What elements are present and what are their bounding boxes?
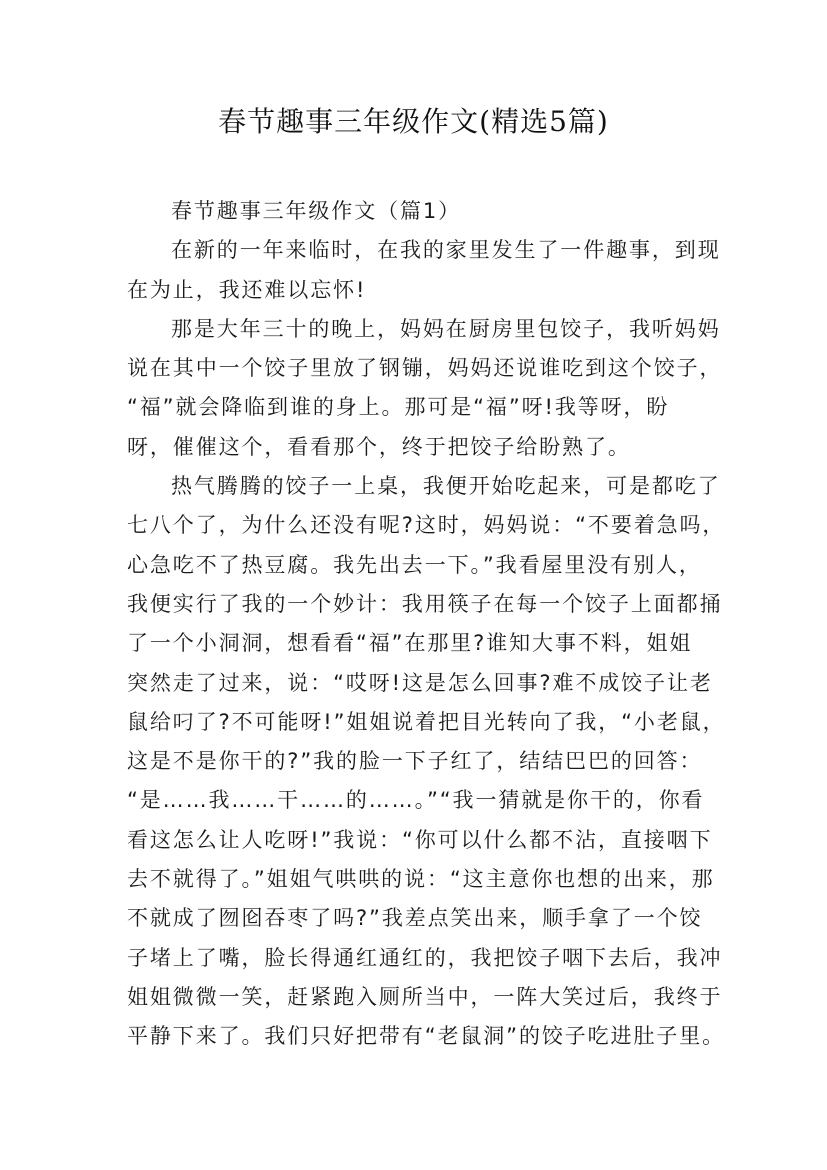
paragraph-line: 心急吃不了热豆腐。我先出去一下。”我看屋里没有别人，: [127, 552, 702, 577]
paragraph-line: 我便实行了我的一个妙计：我用筷子在每一个饺子上面都捅: [127, 591, 723, 616]
paragraph-line: 了一个小洞洞，想看看“福”在那里?谁知大事不料，姐姐: [127, 631, 693, 656]
paragraph-line: “福”就会降临到谁的身上。那可是“福”呀!我等呀，盼: [127, 395, 670, 420]
paragraph-line: “是……我……干……的……。”“我一猜就是你干的，你看: [127, 788, 705, 813]
document-body: [127, 192, 726, 1057]
paragraph-line: 平静下来了。我们只好把带有“老鼠洞”的饺子吃进肚子里。: [127, 1024, 726, 1049]
paragraph-line: 不就成了囫囵吞枣了吗?”我差点笑出来，顺手拿了一个饺: [127, 906, 703, 931]
paragraph-line: 说在其中一个饺子里放了钢镚，妈妈还说谁吃到这个饺子，: [127, 356, 723, 381]
section-heading: 春节趣事三年级作文（篇1）: [171, 199, 462, 223]
paragraph-line: 子堵上了嘴，脸长得通红通红的，我把饺子咽下去后，我冲: [127, 945, 723, 970]
paragraph-line: 看这怎么让人吃呀!”我说：“你可以什么都不沾，直接咽下: [127, 827, 713, 852]
paragraph-line: 呀，催催这个，看看那个，终于把饺子给盼熟了。: [127, 434, 631, 459]
paragraph-line: 突然走了过来，说：“哎呀!这是怎么回事?难不成饺子让老: [127, 670, 713, 695]
paragraph-line: 姐姐微微一笑，赶紧跑入厕所当中，一阵大笑过后，我终于: [127, 984, 723, 1009]
paragraph-line: 热气腾腾的饺子一上桌，我便开始吃起来，可是都吃了: [171, 474, 721, 499]
paragraph-line: 那是大年三十的晚上，妈妈在厨房里包饺子，我听妈妈: [171, 316, 721, 341]
paragraph-line: 在为止，我还难以忘怀!: [127, 277, 367, 302]
paragraph-line: 这是不是你干的?”我的脸一下子红了，结结巴巴的回答：: [127, 749, 703, 774]
document-title: 春节趣事三年级作文(精选5篇): [218, 105, 609, 138]
paragraph-line: 七八个了，为什么还没有呢?这时，妈妈说：“不要着急吗，: [127, 513, 726, 538]
paragraph-line: 鼠给叼了?不可能呀!”姐姐说着把目光转向了我，“小老鼠，: [127, 709, 726, 734]
paragraph-line: 在新的一年来临时，在我的家里发生了一件趣事，到现: [171, 238, 721, 263]
paragraph-line: 去不就得了。”姐姐气哄哄的说：“这主意你也想的出来，那: [127, 867, 715, 892]
